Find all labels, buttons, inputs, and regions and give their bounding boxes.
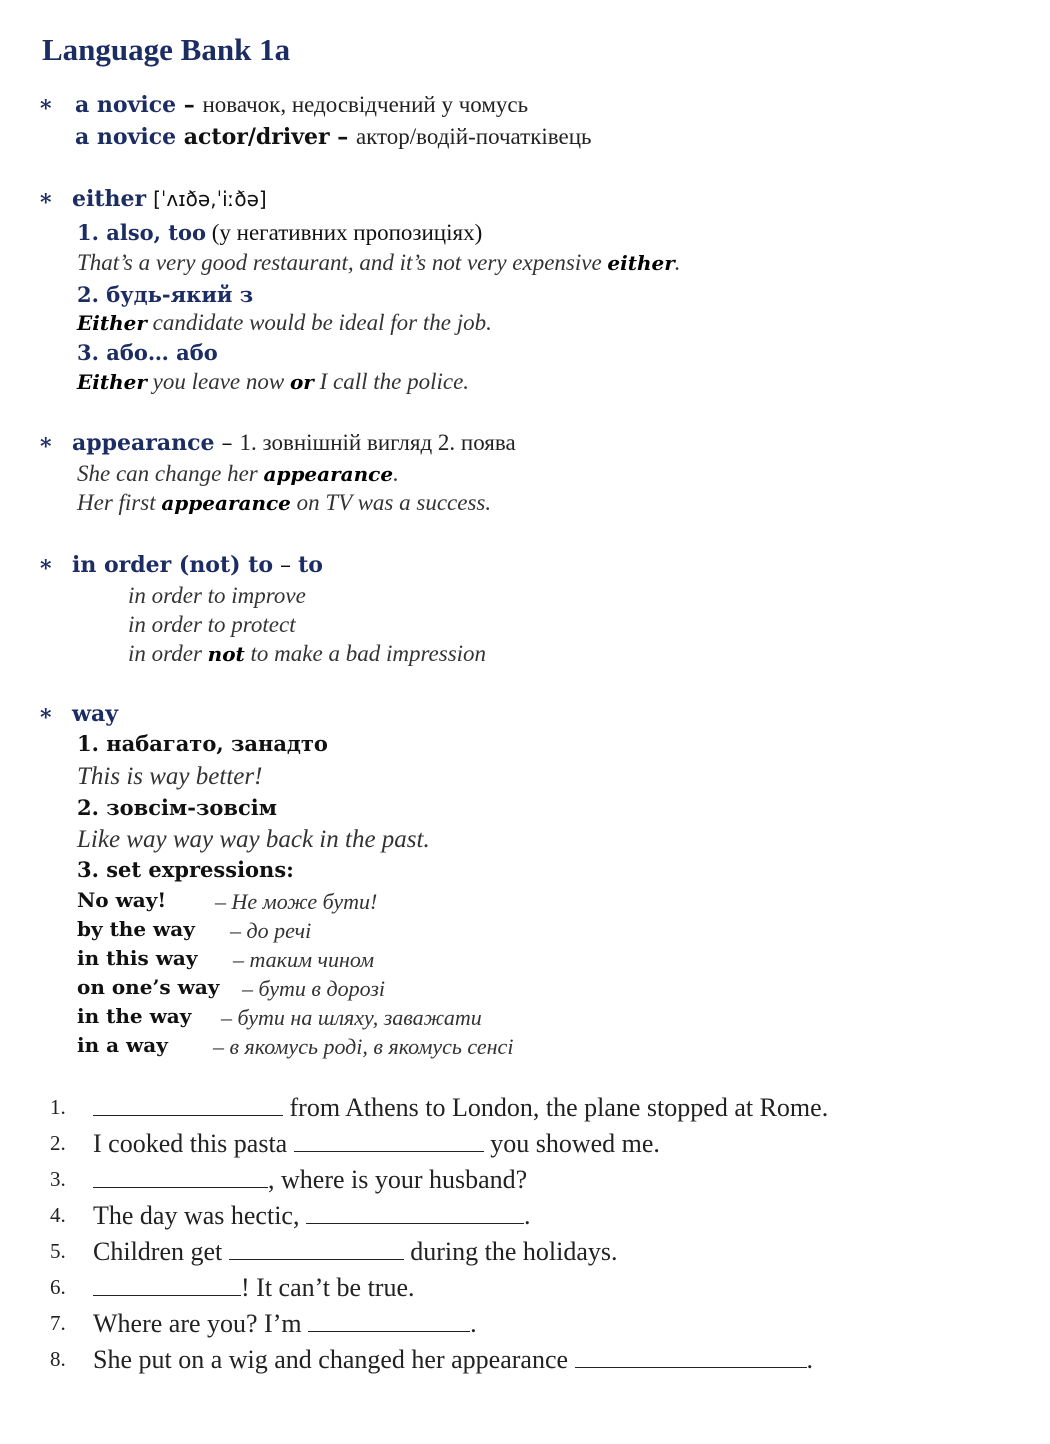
example-text: on TV was a success. xyxy=(290,490,492,515)
exercise-text-before: Where are you? I’m xyxy=(93,1309,309,1338)
either-example-2 xyxy=(77,310,492,336)
term-to: to xyxy=(298,552,323,578)
example-novice-bold: actor/driver xyxy=(176,124,330,150)
ipa-either: [ˈʌɪðə,ˈiːðə] xyxy=(153,187,267,211)
expression-en: No way! xyxy=(77,888,167,912)
translation-novice: новачок, недосвідчений у чомусь xyxy=(202,92,529,117)
exercise-text-after: . xyxy=(523,1201,531,1230)
answer-blank[interactable] xyxy=(93,1167,268,1188)
exercise-text-before: She put on a wig and changed her appearance xyxy=(93,1345,575,1374)
term-way: way xyxy=(72,701,118,727)
bullet-star: * xyxy=(40,190,52,216)
example-keyword: Either xyxy=(77,311,147,335)
exercise-line xyxy=(93,1237,618,1267)
example-text: . xyxy=(674,250,681,275)
example-text: Her first xyxy=(77,490,162,515)
way-sense-2: 2. зовсім-зовсім xyxy=(77,795,277,820)
exercise-line xyxy=(93,1309,477,1339)
dash: – xyxy=(176,92,203,118)
either-sense-2: 2. будь-який з xyxy=(77,282,254,307)
example-novice-pre: a novice xyxy=(75,124,177,150)
expression-ua: – таким чином xyxy=(233,947,375,972)
exercise-line xyxy=(93,1201,530,1231)
term-novice: a novice xyxy=(75,92,177,118)
exercise-text-before: The day was hectic, xyxy=(93,1201,306,1230)
answer-blank[interactable] xyxy=(308,1311,470,1332)
in-order-example-1: in order to improve xyxy=(128,583,306,608)
expression-ua: – бути на шляху, заважати xyxy=(221,1005,482,1030)
exercise-line xyxy=(93,1129,660,1159)
example-text: That’s a very good restaurant, and it’s not very expensive xyxy=(77,250,608,275)
exercise-number: 6. xyxy=(50,1275,66,1299)
way-sense-1: 1. набагато, занадто xyxy=(77,731,328,756)
bullet-star: * xyxy=(40,434,52,460)
exercise-text-after: ! It can’t be true. xyxy=(241,1273,415,1302)
exercise-text-after: . xyxy=(470,1309,477,1338)
example-text: in order xyxy=(128,641,208,666)
sense-note: (у негативних пропозиціях) xyxy=(205,220,483,245)
example-text: I call the police. xyxy=(313,369,470,394)
appearance-example-2 xyxy=(77,490,491,516)
exercise-number: 4. xyxy=(50,1203,66,1227)
exercise-line xyxy=(93,1165,527,1195)
either-example-1 xyxy=(77,250,681,276)
example-text: to make a bad impression xyxy=(244,641,487,666)
exercise-text-after: , where is your husband? xyxy=(268,1165,528,1194)
bullet-star: * xyxy=(40,705,52,731)
entry-appearance xyxy=(72,430,516,456)
dash: – xyxy=(329,124,356,150)
dash: – xyxy=(214,431,240,456)
way-example-2: Like way way way back in the past. xyxy=(77,826,430,853)
either-sense-3: 3. або… або xyxy=(77,340,218,365)
example-novice-translation: актор/водій-початківець xyxy=(355,124,592,149)
answer-blank[interactable] xyxy=(93,1275,241,1296)
exercise-text-after: . xyxy=(806,1345,814,1374)
exercise-number: 2. xyxy=(50,1131,66,1155)
example-text: . xyxy=(393,461,399,486)
exercise-text-before: Children get xyxy=(93,1237,229,1266)
expression-ua: – до речі xyxy=(230,918,312,943)
expression-en: on one’s way xyxy=(77,975,220,999)
exercise-number: 1. xyxy=(50,1095,66,1119)
either-example-3 xyxy=(77,369,469,395)
term-either: either xyxy=(72,186,147,212)
answer-blank[interactable] xyxy=(575,1347,807,1368)
entry-novice xyxy=(75,92,528,118)
exercise-text-after: from Athens to London, the plane stopped at Rome. xyxy=(283,1093,829,1122)
way-sense-3: 3. set expressions: xyxy=(77,857,294,882)
expression-ua: – в якомусь роді, в якомусь сенсі xyxy=(213,1034,514,1059)
in-order-example-2: in order to protect xyxy=(128,612,296,637)
exercise-number: 3. xyxy=(50,1167,66,1191)
example-text: you leave now xyxy=(146,369,290,394)
term-appearance: appearance xyxy=(72,430,215,456)
bullet-star: * xyxy=(40,96,52,122)
example-keyword: appearance xyxy=(263,462,394,486)
expression-ua: – Не може бути! xyxy=(215,889,378,914)
entry-either xyxy=(72,186,267,212)
in-order-example-3 xyxy=(128,641,486,667)
term-in-order: in order (not) to xyxy=(72,552,274,578)
exercise-line xyxy=(93,1345,813,1375)
exercise-number: 8. xyxy=(50,1347,66,1371)
translation-appearance: 1. зовнішній вигляд 2. поява xyxy=(239,430,516,455)
exercise-number: 7. xyxy=(50,1311,66,1335)
example-novice xyxy=(75,124,592,150)
either-sense-1 xyxy=(77,220,482,246)
expression-en: in a way xyxy=(77,1033,168,1057)
exercise-text-after: you showed me. xyxy=(483,1129,660,1158)
exercise-text-after: during the holidays. xyxy=(403,1237,618,1266)
expression-en: by the way xyxy=(77,917,195,941)
expression-ua: – бути в дорозі xyxy=(242,976,386,1001)
sense-label: 1. also, too xyxy=(77,220,206,245)
exercise-line xyxy=(93,1273,415,1303)
dash: – xyxy=(273,553,299,578)
example-keyword: appearance xyxy=(161,491,291,515)
example-keyword: or xyxy=(289,370,314,394)
way-example-1: This is way better! xyxy=(77,763,263,790)
example-keyword: Either xyxy=(77,370,147,394)
expression-en: in this way xyxy=(77,946,198,970)
exercise-line xyxy=(93,1093,828,1123)
answer-blank[interactable] xyxy=(93,1095,283,1116)
exercise-number: 5. xyxy=(50,1239,66,1263)
example-text: She can change her xyxy=(77,461,264,486)
page-title: Language Bank 1a xyxy=(42,32,291,67)
exercise-text-before: I cooked this pasta xyxy=(93,1129,294,1158)
example-text: candidate would be ideal for the job. xyxy=(146,310,492,335)
answer-blank[interactable] xyxy=(294,1131,484,1152)
bullet-star: * xyxy=(40,556,52,582)
entry-in-order xyxy=(72,552,323,578)
example-keyword: not xyxy=(207,642,245,666)
example-keyword: either xyxy=(607,251,675,275)
answer-blank[interactable] xyxy=(229,1239,404,1260)
answer-blank[interactable] xyxy=(306,1203,524,1224)
expression-en: in the way xyxy=(77,1004,192,1028)
appearance-example-1 xyxy=(77,461,399,487)
